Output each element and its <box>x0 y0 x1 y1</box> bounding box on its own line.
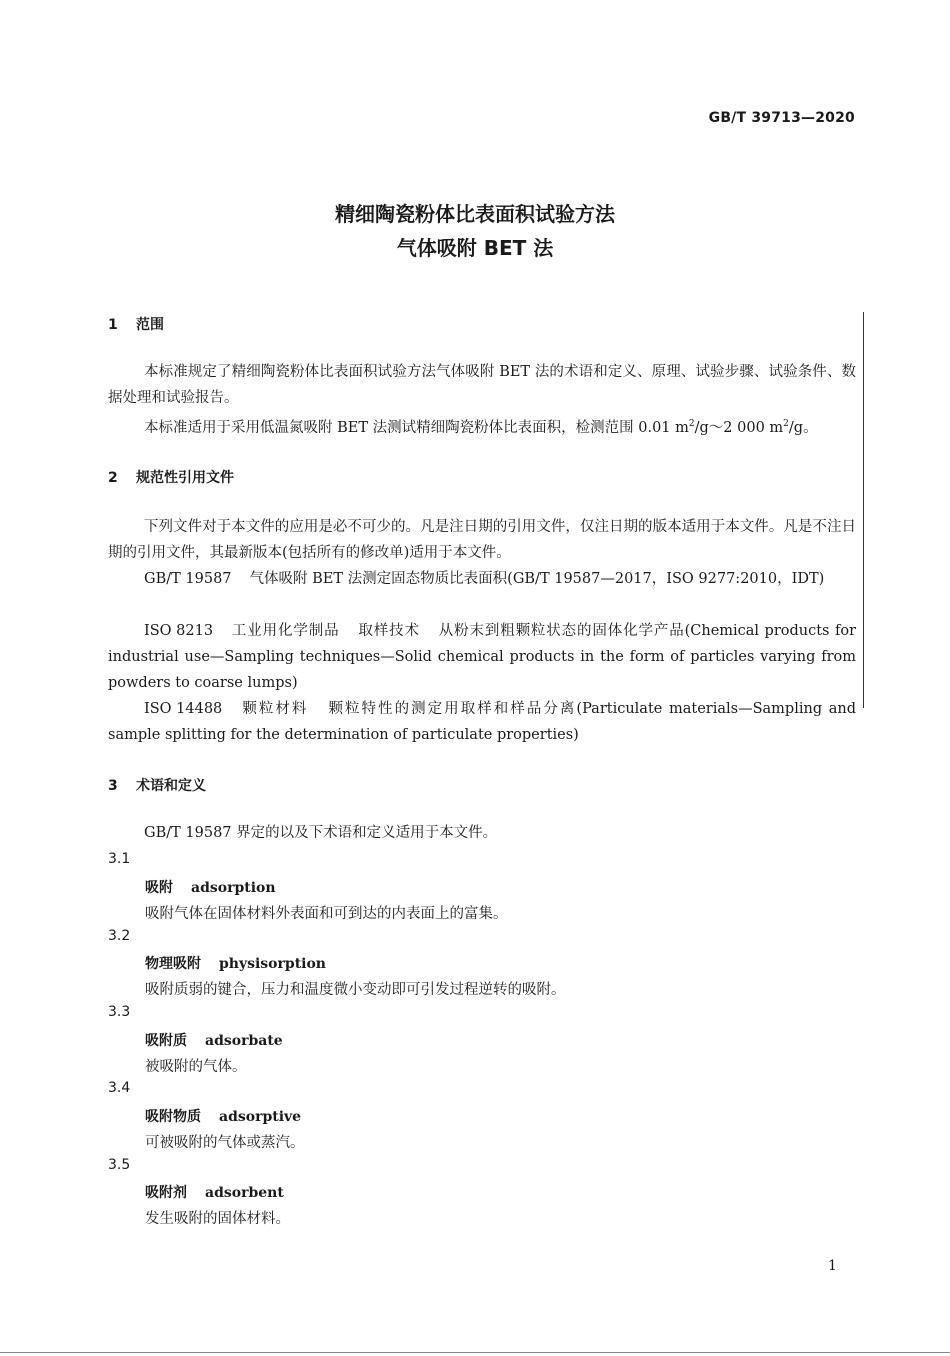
term-definition: 被吸附的气体。 <box>145 1059 247 1075</box>
section-1-heading <box>108 314 164 334</box>
margin-rule <box>863 312 864 708</box>
term-en: physisorption <box>219 956 326 972</box>
reference-code: ISO 14488 <box>144 701 223 717</box>
section-title: 术语和定义 <box>136 778 206 794</box>
term-number: 3.1 <box>108 851 131 867</box>
section-title: 规范性引用文件 <box>136 470 234 486</box>
term-number: 3.5 <box>108 1157 131 1173</box>
reference-title-part: 从粉末到粗颗粒状态的固体化学产品(Chemical products for industrial use—Sampling techniques—Solid chemical products in the form of particles varying from powders to coarse lumps) <box>108 623 857 691</box>
reference-title-part: 颗粒材料 <box>240 701 309 717</box>
term-zh: 吸附质 <box>145 1033 187 1049</box>
term-zh: 吸附 <box>145 880 173 896</box>
document-title-line1: 精细陶瓷粉体比表面积试验方法 <box>335 202 615 226</box>
scope-text-a: 本标准适用于采用低温氮吸附 BET 法测试精细陶瓷粉体比表面积，检测范围 0.01 m <box>144 419 689 436</box>
section-number: 2 <box>108 470 118 486</box>
term-definition: 可被吸附的气体或蒸汽。 <box>145 1135 305 1151</box>
term-en: adsorbate <box>205 1033 283 1049</box>
scope-paragraph-2 <box>108 411 868 441</box>
reference-title-part: 颗粒特性的测定用取样和样品分离(Particulate materials—Sampling and sample splitting for the determination of particulate properties) <box>108 701 857 743</box>
section-2-heading <box>108 467 234 487</box>
normative-intro: 下列文件对于本文件的应用是必不可少的。凡是注日期的引用文件，仅注日期的版本适用于本文件。凡是不注日期的引用文件，其最新版本(包括所有的修改单)适用于本文件。 <box>108 519 856 561</box>
reference-item <box>108 618 856 696</box>
scope-text-b: /g～2 000 m <box>694 419 784 436</box>
section-title: 范围 <box>136 317 164 333</box>
term-definition: 吸附气体在固体材料外表面和可到达的内表面上的富集。 <box>145 906 508 922</box>
term-number: 3.3 <box>108 1004 131 1020</box>
reference-code: ISO 8213 <box>144 623 214 639</box>
term-en: adsorbent <box>205 1185 284 1201</box>
standard-code: GB/T 39713—2020 <box>708 110 855 126</box>
term-number: 3.2 <box>108 928 131 944</box>
term-zh: 吸附剂 <box>145 1185 187 1201</box>
term-heading <box>145 1106 301 1126</box>
section-number: 1 <box>108 317 118 333</box>
term-zh: 物理吸附 <box>145 956 201 972</box>
term-en: adsorptive <box>219 1109 302 1125</box>
term-heading <box>145 1030 283 1050</box>
superscript: 2 <box>688 419 695 429</box>
section-number: 3 <box>108 778 118 794</box>
page-bottom-rule <box>0 1352 950 1353</box>
reference-item <box>108 696 856 748</box>
reference-code: GB/T 19587 <box>144 571 232 587</box>
term-heading <box>145 877 276 897</box>
reference-title-part: 取样技术 <box>357 623 420 639</box>
reference-item <box>108 566 856 592</box>
reference-title-part: 工业用化学制品 <box>231 623 340 639</box>
term-number: 3.4 <box>108 1080 131 1096</box>
term-definition: 吸附质弱的键合，压力和温度微小变动即可引发过程逆转的吸附。 <box>145 982 566 998</box>
page-number: 1 <box>828 1258 837 1274</box>
document-title-line2: 气体吸附 BET 法 <box>396 236 554 260</box>
term-definition: 发生吸附的固体材料。 <box>145 1211 290 1227</box>
scope-paragraph-1: 本标准规定了精细陶瓷粉体比表面积试验方法气体吸附 BET 法的术语和定义、原理、试验步骤、试验条件、数据处理和试验报告。 <box>108 364 856 406</box>
terms-intro: GB/T 19587 界定的以及下术语和定义适用于本文件。 <box>144 825 498 841</box>
section-3-heading <box>108 775 206 795</box>
superscript: 2 <box>783 419 789 429</box>
term-zh: 吸附物质 <box>145 1109 201 1125</box>
term-heading <box>145 953 326 973</box>
term-en: adsorption <box>191 880 276 896</box>
term-heading <box>145 1182 284 1202</box>
reference-title: 气体吸附 BET 法测定固态物质比表面积(GB/T 19587—2017，ISO 9277:2010，IDT) <box>249 571 825 587</box>
scope-text-c: /g。 <box>788 419 818 436</box>
